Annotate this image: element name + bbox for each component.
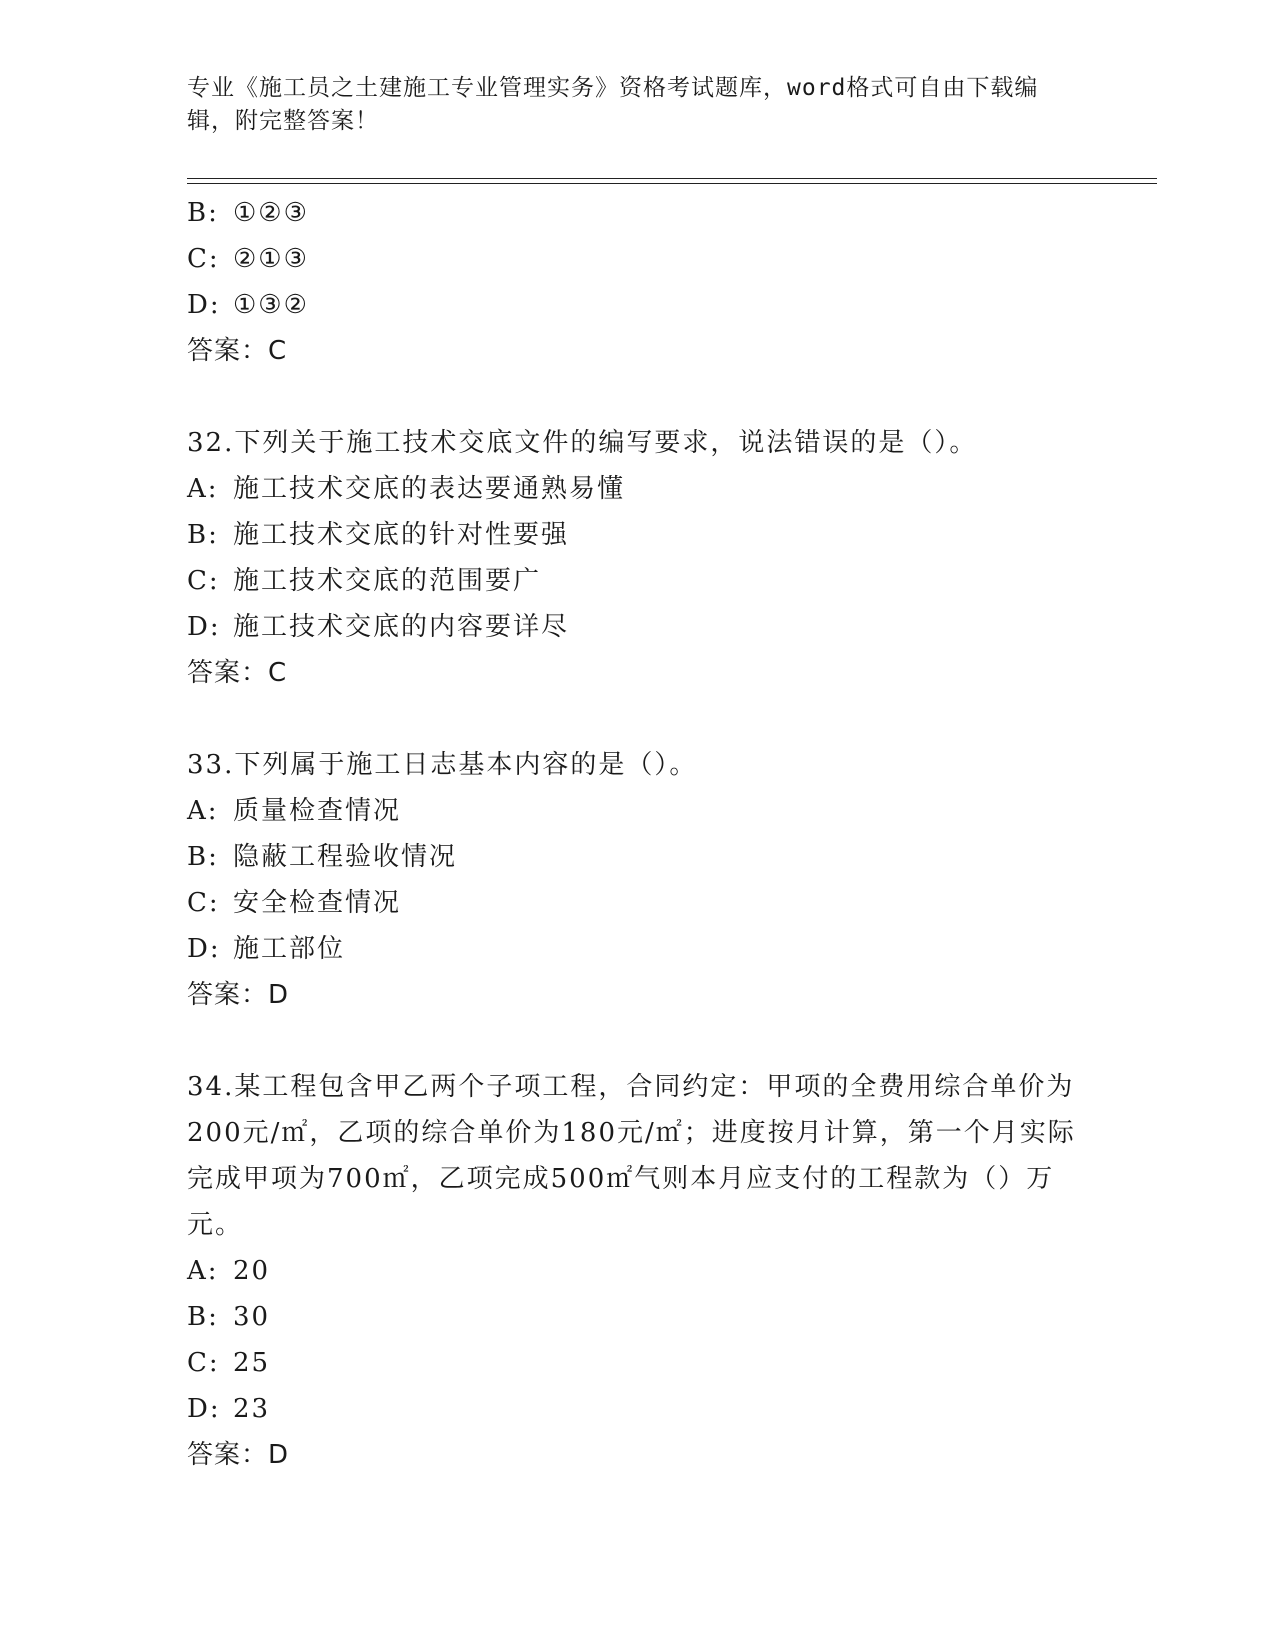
option-b: [187, 512, 1087, 558]
option-text: 25: [233, 1348, 271, 1378]
option-letter: C:: [187, 888, 220, 918]
option-letter: B:: [187, 198, 219, 228]
answer: 答案：C: [187, 658, 288, 688]
option-letter: B:: [187, 842, 219, 872]
option-c: [187, 1340, 1087, 1386]
option-text: 23: [233, 1394, 271, 1424]
option-letter: A:: [187, 474, 219, 504]
answer: 答案：D: [187, 980, 290, 1010]
option-letter: B:: [187, 1302, 219, 1332]
question-stem: 33.下列属于施工日志基本内容的是（）。: [187, 750, 698, 780]
option-text: 施工技术交底的范围要广: [233, 566, 542, 596]
option-text: 质量检查情况: [233, 796, 402, 826]
option-letter: D:: [187, 612, 221, 642]
option-d: [187, 926, 1087, 972]
document-header: [187, 72, 1067, 138]
option-c: [187, 236, 1087, 282]
option-text: 隐蔽工程验收情况: [233, 842, 458, 872]
option-letter: A:: [187, 796, 219, 826]
option-d: [187, 282, 1087, 328]
question-stem: 34.某工程包含甲乙两个子项工程，合同约定：甲项的全费用综合单价为200元/㎡，乙项的综合单价为180元/㎡；进度按月计算，第一个月实际完成甲项为700㎡，乙项完成500㎡气则本月应支付的工程款为（）万元。: [187, 1072, 1076, 1240]
option-text: ②①③: [233, 244, 309, 274]
option-text: ①③②: [233, 290, 309, 320]
question-33: [187, 742, 1087, 1018]
option-text: 施工部位: [233, 934, 346, 964]
option-letter: C:: [187, 244, 220, 274]
spacer: [187, 696, 1087, 742]
option-letter: D:: [187, 290, 221, 320]
option-letter: B:: [187, 520, 219, 550]
question-32: [187, 420, 1087, 696]
answer: 答案：D: [187, 1440, 290, 1470]
option-b: [187, 1294, 1087, 1340]
option-text: 施工技术交底的表达要通熟易懂: [233, 474, 626, 504]
option-b: [187, 190, 1087, 236]
option-text: 安全检查情况: [233, 888, 402, 918]
option-a: [187, 1248, 1087, 1294]
option-letter: C:: [187, 566, 220, 596]
option-c: [187, 880, 1087, 926]
option-letter: D:: [187, 1394, 221, 1424]
option-letter: D:: [187, 934, 221, 964]
option-text: 施工技术交底的内容要详尽: [233, 612, 570, 642]
option-text: 20: [233, 1256, 271, 1286]
option-a: [187, 788, 1087, 834]
option-text: 30: [233, 1302, 271, 1332]
option-text: 施工技术交底的针对性要强: [233, 520, 570, 550]
option-a: [187, 466, 1087, 512]
header-rule-bottom: [187, 183, 1157, 184]
question-34: [187, 1064, 1087, 1478]
option-letter: A:: [187, 1256, 219, 1286]
question-stem: 32.下列关于施工技术交底文件的编写要求，说法错误的是（）。: [187, 428, 978, 458]
option-d: [187, 604, 1087, 650]
spacer: [187, 374, 1087, 420]
option-text: ①②③: [233, 198, 309, 228]
header-text: 专业《施工员之土建施工专业管理实务》资格考试题库，word格式可自由下载编辑，附完整答案！: [187, 75, 1039, 134]
option-c: [187, 558, 1087, 604]
prev-question: [187, 190, 1087, 374]
option-d: [187, 1386, 1087, 1432]
option-b: [187, 834, 1087, 880]
spacer: [187, 1018, 1087, 1064]
answer: 答案：C: [187, 336, 288, 366]
header-rule-top: [187, 178, 1157, 179]
question-list: [187, 190, 1087, 1478]
option-letter: C:: [187, 1348, 220, 1378]
